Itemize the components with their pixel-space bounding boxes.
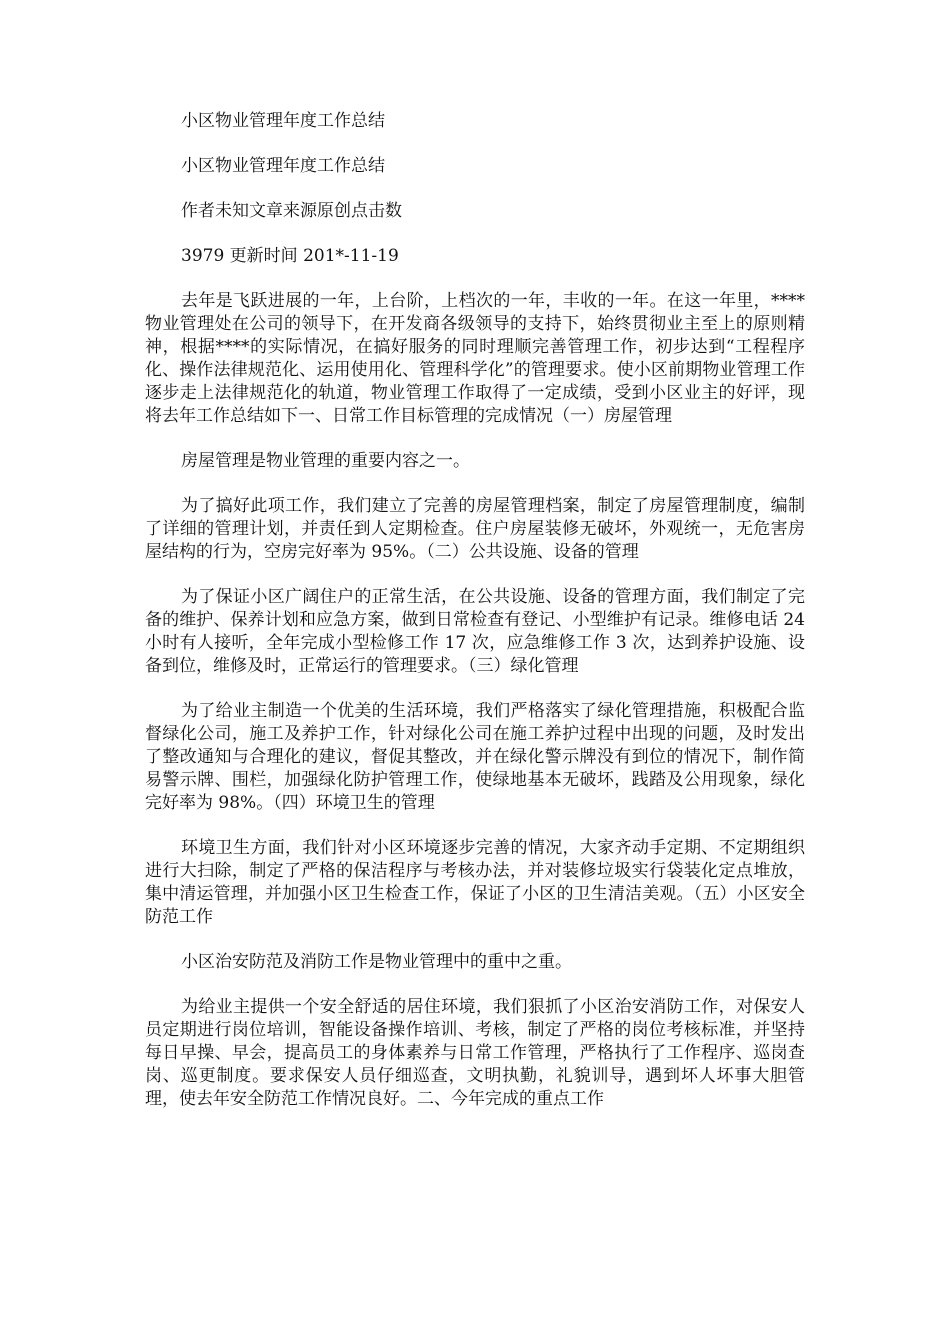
paragraph-housing-lead: 房屋管理是物业管理的重要内容之一。 [181, 451, 470, 471]
paragraph-greening: 为了给业主制造一个优美的生活环境，我们严格落实了绿化管理措施，积极配合监督绿化公司，施工及养护工作，针对绿化公司在施工养护过程中出现的问题，及时发出了整改通知与合理化的建议，督促其整改，并在绿化警示牌没有到位的情况下，制作简易警示牌、围栏，加强绿化防护管理工作，使绿地基本无破坏，践踏及公用现象，绿化完好率为 98%。（四）环境卫生的管理 [145, 701, 805, 813]
paragraph-intro: 去年是飞跃进展的一年，上台阶，上档次的一年，丰收的一年。在这一年里，****物业管理处在公司的领导下，在开发商各级领导的支持下，始终贯彻业主至上的原则精神，根据****的实际情况，在搞好服务的同时理顺完善管理工作，初步达到“工程程序化、操作法律规范化、运用使用化、管理科学化”的管理要求。使小区前期物业管理工作逐步走上法律规范化的轨道，物业管理工作取得了一定成绩，受到小区业主的好评，现将去年工作总结如下一、日常工作目标管理的完成情况（一）房屋管理 [145, 291, 805, 426]
paragraph-facilities: 为了保证小区广阔住户的正常生活，在公共设施、设备的管理方面，我们制定了完备的维护、保养计划和应急方案，做到日常检查有登记、小型维护有记录。维修电话 24 小时有人接听，全年完成小型检修工作 17 次，应急维修工作 3 次，达到养护设施、设备到位，维修及时，正常运行的管理要求。（三）绿化管理 [145, 587, 805, 676]
document-page [145, 110, 805, 1133]
paragraph-security-lead: 小区治安防范及消防工作是物业管理中的重中之重。 [181, 952, 572, 972]
document-meta-author: 作者未知文章来源原创点击数 [181, 201, 402, 221]
paragraph-sanitation: 环境卫生方面，我们针对小区环境逐步完善的情况，大家齐动手定期、不定期组织进行大扫除，制定了严格的保洁程序与考核办法，并对装修垃圾实行袋装化定点堆放，集中清运管理，并加强小区卫生检查工作，保证了小区的卫生清洁美观。（五）小区安全防范工作 [145, 838, 805, 927]
document-title: 小区物业管理年度工作总结 [181, 111, 385, 131]
paragraph-housing: 为了搞好此项工作，我们建立了完善的房屋管理档案，制定了房屋管理制度，编制了详细的管理计划，并责任到人定期检查。住户房屋装修无破坏，外观统一，无危害房屋结构的行为，空房完好率为 95%。（二）公共设施、设备的管理 [145, 496, 805, 562]
document-meta-date: 3979 更新时间 201*-11-19 [181, 246, 399, 266]
paragraph-security: 为给业主提供一个安全舒适的居住环境，我们狠抓了小区治安消防工作，对保安人员定期进行岗位培训，智能设备操作培训、考核，制定了严格的岗位考核标准，并坚持每日早操、早会，提高员工的身体素养与日常工作管理，严格执行了工作程序、巡岗查岗、巡更制度。要求保安人员仔细巡查，文明执勤，礼貌训导，遇到坏人坏事大胆管理，使去年安全防范工作情况良好。二、今年完成的重点工作 [145, 997, 805, 1109]
document-subtitle: 小区物业管理年度工作总结 [181, 156, 385, 176]
